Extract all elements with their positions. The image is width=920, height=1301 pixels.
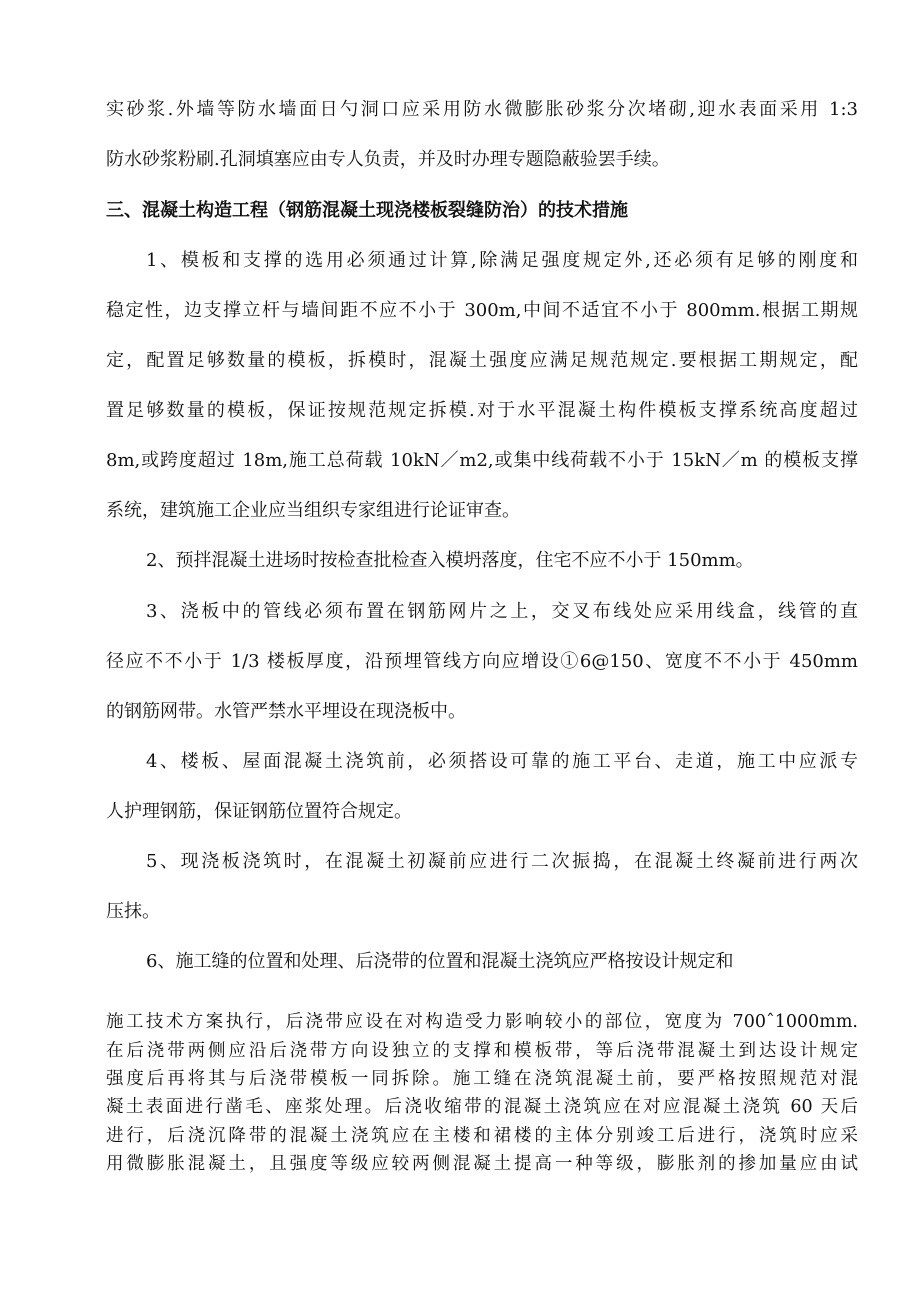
continuation-line-1: 施工技术方案执行，后浇带应设在对构造受力影响较小的部位，宽度为 700ˆ1000mm. <box>106 1012 858 1032</box>
item-1-line-6: 系统，建筑施工企业应当组织专家组进行论证审查。 <box>106 500 520 521</box>
continuation-line-3: 强度后再将其与后浇带模板一同拆除。施工缝在浇筑混凝土前，要严格按照规范对混 <box>106 1069 858 1089</box>
intro-line-2: 防水砂浆粉刷.孔洞填塞应由专人负责，并及时办理专题隐蔽验罢手续。 <box>106 149 670 170</box>
continuation-line-5: 进行，后浇沉降带的混凝土浇筑应在主楼和裙楼的主体分别竣工后进行，浇筑时应采 <box>106 1126 858 1146</box>
item-4-line-1: 4、楼板、屋面混凝土浇筑前，必须搭设可靠的施工平台、走道，施工中应派专 <box>146 751 858 772</box>
item-1-line-3: 定，配置足够数量的模板，拆模时，混凝土强度应满足规范规定.要根据工期规定，配 <box>106 350 858 371</box>
item-6-line-1: 6、施工缝的位置和处理、后浇带的位置和混凝土浇筑应严格按设计规定和 <box>146 951 734 972</box>
item-3-line-2: 径应不不小于 1/3 楼板厚度，沿预埋管线方向应增设①6@150、宽度不不小于 450mm <box>106 651 858 672</box>
continuation-line-6: 用微膨胀混凝土，且强度等级应较两侧混凝土提高一种等级，膨胀剂的掺加量应由试 <box>106 1154 858 1174</box>
item-3-line-1: 3、浇板中的管线必须布置在钢筋网片之上，交叉布线处应采用线盒，线管的直 <box>146 601 858 622</box>
continuation-line-4: 凝土表面进行凿毛、座浆处理。后浇收缩带的混凝土浇筑应在对应混凝土浇筑 60 天后 <box>106 1097 858 1117</box>
item-5-line-1: 5、现浇板浇筑时，在混凝土初凝前应进行二次振捣，在混凝土终凝前进行两次 <box>146 851 858 872</box>
item-4-line-2: 人护理钢筋，保证钢筋位置符合规定。 <box>106 801 412 822</box>
item-1-line-2: 稳定性，边支撑立杆与墙间距不应不小于 300m,中间不适宜不小于 800mm.根据工期规 <box>106 300 858 321</box>
intro-line-1: 实砂浆.外墙等防水墙面日勺洞口应采用防水微膨胀砂浆分次堵砌,迎水表面采用 1:3 <box>106 99 858 120</box>
section-heading: 三、混凝土构造工程（钢筋混凝土现浇楼板裂缝防治）的技术措施 <box>106 200 628 221</box>
item-1-line-1: 1、模板和支撑的选用必须通过计算,除满足强度规定外,还必须有足够的刚度和 <box>146 250 858 271</box>
item-5-line-2: 压抹。 <box>106 901 160 922</box>
item-1-line-5: 8m,或跨度超过 18m,施工总荷载 10kN／m2,或集中线荷载不小于 15kN／m 的模板支撑 <box>106 450 858 471</box>
item-2-line-1: 2、预拌混凝土进场时按检查批检查入模坍落度，住宅不应不小于 150mm。 <box>146 550 754 571</box>
item-1-line-4: 置足够数量的模板，保证按规范规定拆模.对于水平混凝土构件模板支撑系统高度超过 <box>106 400 858 421</box>
continuation-line-2: 在后浇带两侧应沿后浇带方向设独立的支撑和模板带，等后浇带混凝土到达设计规定 <box>106 1041 858 1061</box>
item-3-line-3: 的钢筋网带。水管严禁水平埋设在现浇板中。 <box>106 701 466 722</box>
